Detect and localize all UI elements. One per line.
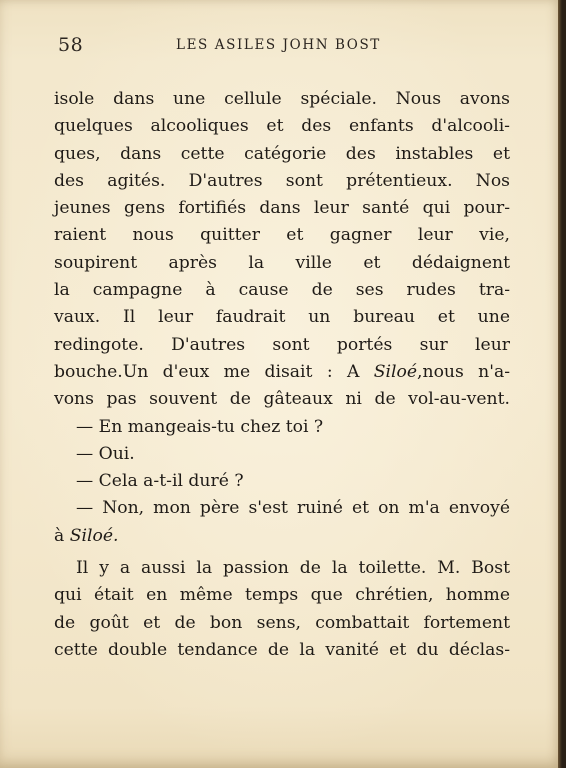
italic-place-name: Siloé. <box>69 525 119 546</box>
dialogue-line: — Non, mon père s'est ruiné et on m'a envoyé <box>76 498 510 519</box>
text-line: jeunes gens fortifiés dans leur santé qui pour- <box>54 198 510 219</box>
text-line: raient nous quitter et gagner leur vie, <box>54 225 510 246</box>
text-line: quelques alcooliques et des enfants d'alcooli- <box>54 116 510 137</box>
text-line: la campagne à cause de ses rudes tra- <box>54 280 510 301</box>
italic-place-name: Siloé <box>373 361 418 382</box>
dialogue-line: — Cela a-t-il duré ? <box>76 471 244 492</box>
page-number: 58 <box>58 34 84 56</box>
text-line <box>54 359 510 386</box>
text-line: qui était en même temps que chrétien, homme <box>54 585 510 606</box>
body-text <box>54 86 510 664</box>
text-line: de goût et de bon sens, combattait fortement <box>54 612 510 633</box>
text-line-start: bouche.Un d'eux me disait : A <box>54 361 374 382</box>
text-line: cette double tendance de la vanité et du déclas- <box>54 639 510 660</box>
running-head: LES ASILES JOHN BOST <box>176 37 381 53</box>
page-header <box>58 34 508 58</box>
text-line: redingote. D'autres sont portés sur leur <box>54 334 510 355</box>
dialogue-line: — En mangeais-tu chez toi ? <box>76 416 324 437</box>
text-line: ques, dans cette catégorie des instables et <box>54 143 510 164</box>
text-line: des agités. D'autres sont prétentieux. Nos <box>54 170 510 191</box>
text-line: soupirent après la ville et dédaignent <box>54 252 510 273</box>
text-line: vaux. Il leur faudrait un bureau et une <box>54 307 510 328</box>
text-line: Il y a aussi la passion de la toilette. M. Bost <box>76 558 510 579</box>
page-edge <box>558 0 562 768</box>
text-line: isole dans une cellule spéciale. Nous avons <box>54 89 510 109</box>
dialogue-line: — Oui. <box>76 443 135 464</box>
text-line <box>54 523 510 550</box>
text-line-start: à <box>54 525 70 546</box>
text-line-end: ,nous n'a- <box>417 361 511 382</box>
text-line: vons pas souvent de gâteaux ni de vol-au-vent. <box>54 389 510 410</box>
